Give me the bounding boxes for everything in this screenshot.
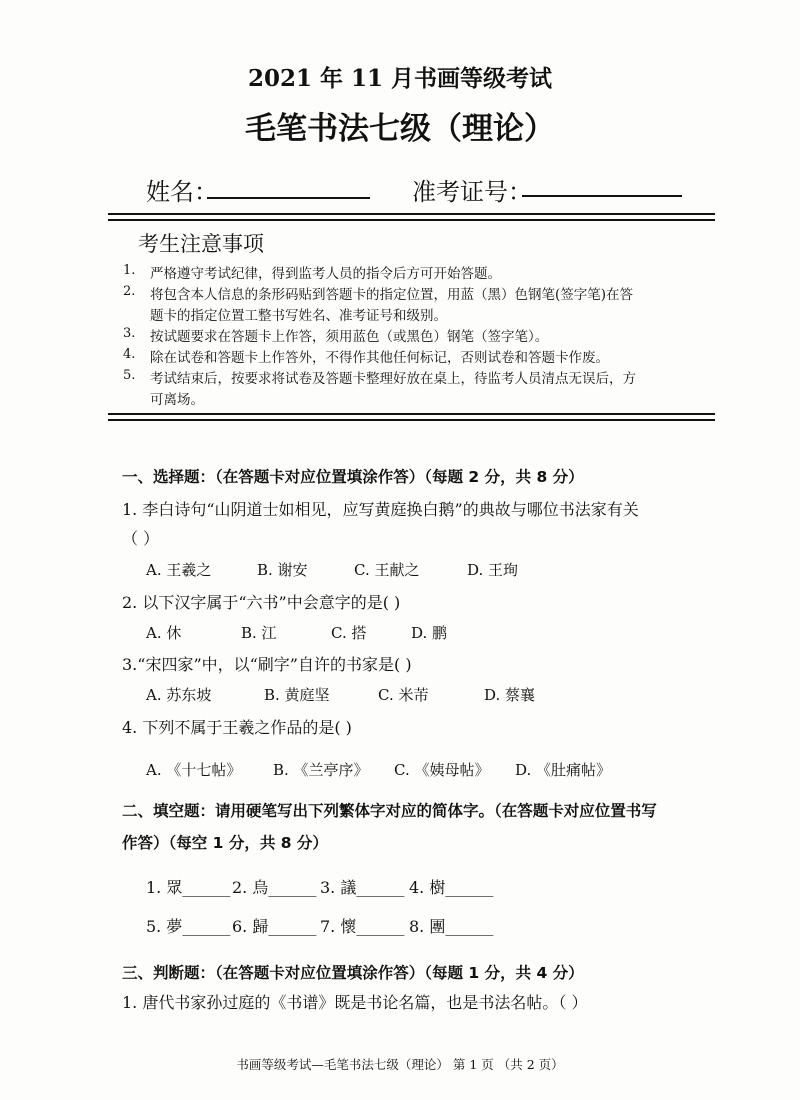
question-text: 4. 下列不属于王羲之作品的是( ) [122,718,352,737]
exam-title: 2021 年 11 月书画等级考试 [247,65,553,92]
exam-id-blank [522,195,682,197]
option-d: D. 鹏 [411,624,448,642]
notice-item-number: 5. [123,368,136,383]
notice-item-text: 将包含本人信息的条形码贴到答题卡的指定位置，用蓝（黑）色钢笔(签字笔)在答 [150,287,634,303]
option-d: D. 王珣 [467,561,519,579]
option-b: B. 江 [241,624,277,642]
exam-id-label: 准考证号： [412,178,532,206]
option-c: C. 搭 [331,624,367,642]
question-text: 3.“宋四家”中，以“刷字”自许的书家是( ) [122,655,412,674]
name-label: 姓名： [146,178,218,206]
fill-item: 1. 眾______ [146,878,231,897]
option-b: B. 《兰亭序》 [273,761,369,779]
bottom-rule [108,413,715,415]
option-a: A. 休 [146,624,182,642]
notice-item-text: 考试结束后，按要求将试卷及答题卡整理好放在桌上，待监考人员清点无误后，方 [150,371,636,387]
name-blank [207,197,370,199]
notice-item-number: 3. [123,326,136,341]
fill-item: 2. 烏______ [232,878,317,897]
top-rule [108,213,715,215]
section-heading-judge: 三、判断题：（在答题卡对应位置填涂作答）（每题 1 分，共 4 分） [122,964,584,982]
section-heading-choice: 一、选择题：（在答题卡对应位置填涂作答）（每题 2 分，共 8 分） [122,468,584,486]
option-c: C. 《姨母帖》 [394,761,490,779]
page-footer: 书画等级考试—毛笔书法七级（理论） 第 1 页 （共 2 页） [236,1057,564,1072]
option-c: C. 米芾 [378,686,429,704]
section-heading-fill-cont: 作答）（每空 1 分，共 8 分） [122,834,328,852]
fill-item: 6. 歸______ [232,917,317,936]
notice-item-text: 题卡的指定位置工整书写姓名、准考证号和级别。 [150,308,447,324]
notice-item-text: 严格遵守考试纪律，得到监考人员的指令后方可开始答题。 [150,266,501,282]
option-b: B. 黄庭坚 [264,686,330,704]
notice-item-number: 2. [123,284,136,299]
notice-item-text: 可离场。 [150,392,204,408]
answer-parentheses: （ ） [122,529,160,548]
question-text: 1. 李白诗句“山阴道士如相见，应写黄庭换白鹅”的典故与哪位书法家有关 [122,500,639,519]
option-a: A. 《十七帖》 [146,761,242,779]
fill-item: 3. 議______ [320,878,405,897]
fill-item: 8. 團______ [409,917,494,936]
top-rule-2 [108,219,715,221]
notice-item-number: 1. [123,263,136,278]
option-b: B. 谢安 [257,561,308,579]
question-text: 1. 唐代书家孙过庭的《书谱》既是书论名篇，也是书法名帖。（ ） [122,993,588,1012]
option-a: A. 王羲之 [146,561,212,579]
fill-item: 5. 夢______ [146,917,231,936]
fill-item: 7. 懷______ [320,917,405,936]
fill-item: 4. 樹______ [409,878,494,897]
option-c: C. 王献之 [354,561,420,579]
option-d: D. 蔡襄 [484,686,536,704]
question-text: 2. 以下汉字属于“六书”中会意字的是( ) [122,593,401,612]
bottom-rule-2 [108,419,715,421]
notice-item-number: 4. [123,347,136,362]
notice-item-text: 按试题要求在答题卡上作答，须用蓝色（或黑色）钢笔（签字笔）。 [150,329,549,345]
notice-title: 考生注意事项 [138,232,264,256]
option-d: D. 《肚痛帖》 [515,761,612,779]
option-a: A. 苏东坡 [146,686,212,704]
exam-subject-title: 毛笔书法七级（理论） [245,111,555,147]
notice-item-text: 除在试卷和答题卡上作答外，不得作其他任何标记，否则试卷和答题卡作废。 [150,350,609,366]
section-heading-fill: 二、填空题：请用硬笔写出下列繁体字对应的简体字。（在答题卡对应位置书写 [122,802,657,820]
